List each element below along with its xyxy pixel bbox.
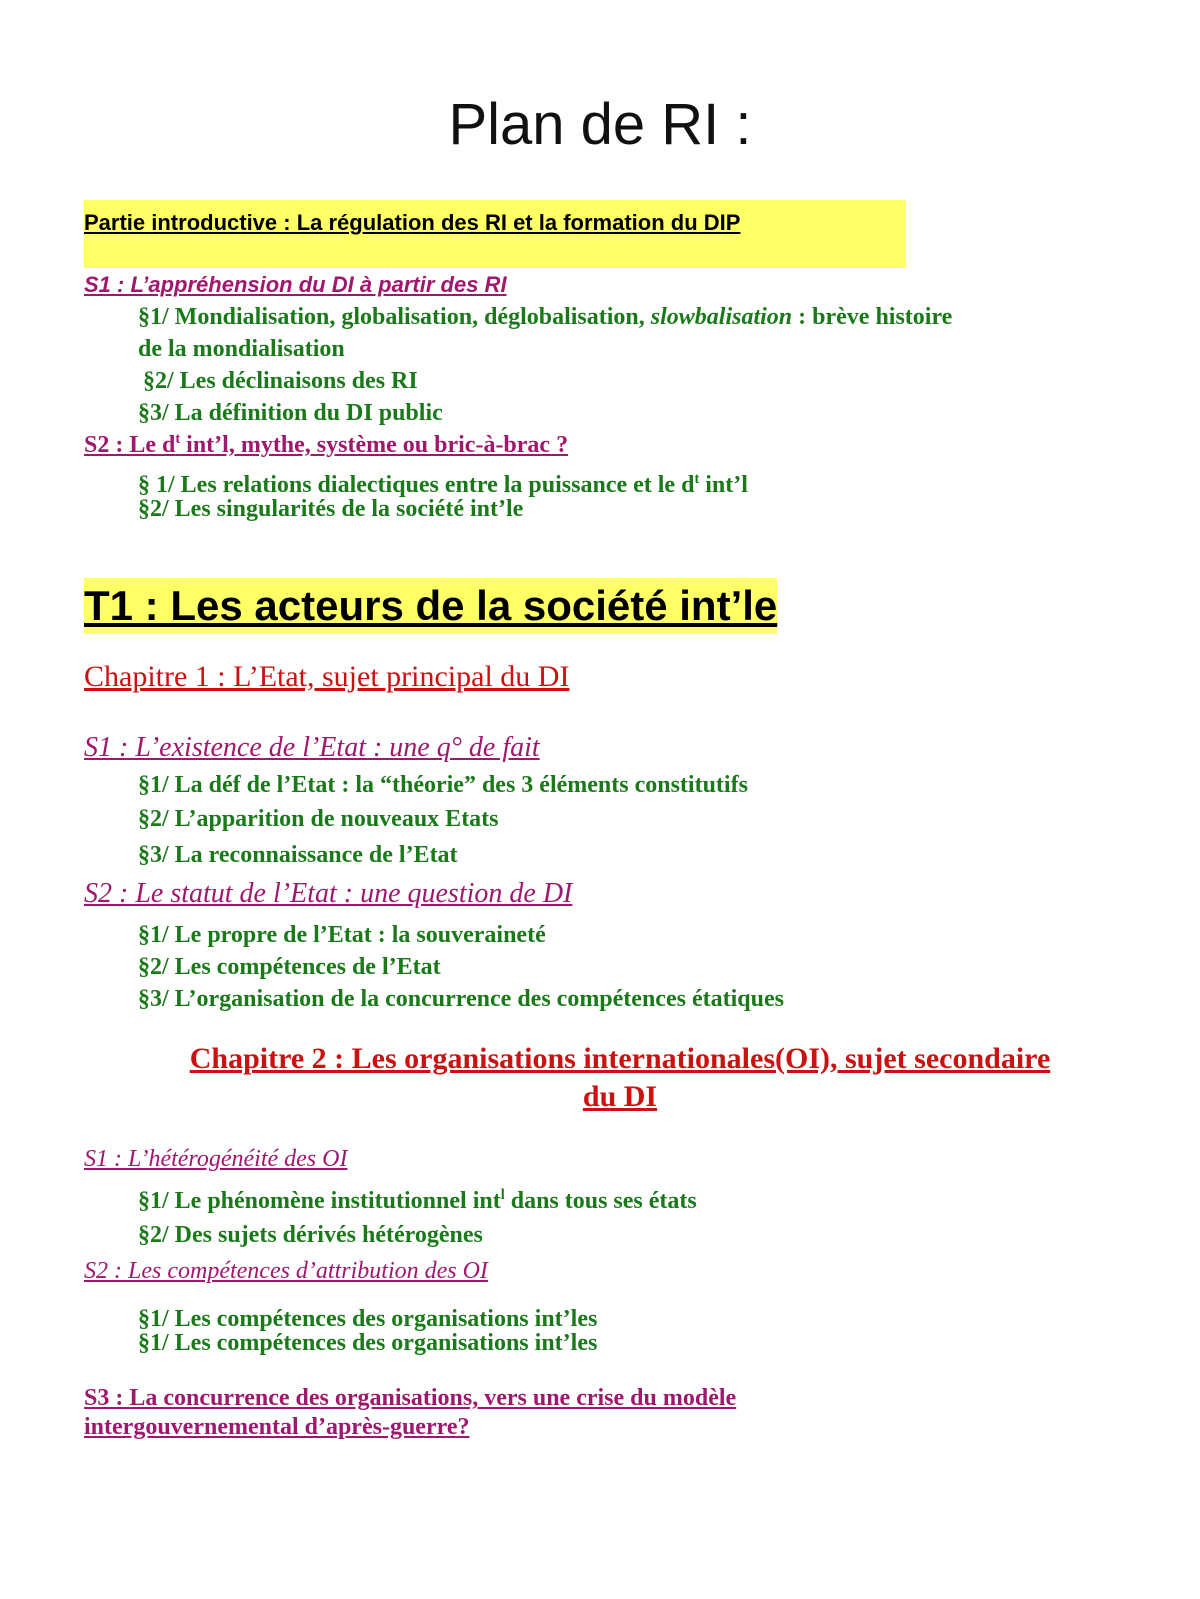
chap1-s1-p2: §2/ L’apparition de nouveaux Etats (138, 806, 499, 832)
chap2-s2-p1: §1/ Les compétences des organisations int’les (138, 1306, 598, 1332)
intro-s2-p2: §2/ Les singularités de la société int’le (138, 496, 524, 522)
chap2-s2-p2: §1/ Les compétences des organisations int’les (138, 1330, 598, 1356)
t1-label: T1 : Les acteurs de la société int’le (84, 582, 778, 629)
intro-s2-p1-sup: t (694, 471, 700, 487)
chap2-s3-label-line2: intergouvernemental d’après-guerre? (84, 1413, 470, 1440)
intro-s2-heading (84, 432, 568, 460)
chapter-1-heading: Chapitre 1 : L’Etat, sujet principal du DI (84, 660, 570, 693)
chap2-s1-p1-text-b: dans tous ses états (504, 1188, 697, 1214)
page-title: Plan de RI : (448, 92, 752, 157)
chap1-s1-p3: §3/ La reconnaissance de l’Etat (138, 842, 458, 868)
intro-s2-label-sup: t (175, 431, 181, 447)
partie-introductive-heading (84, 200, 906, 268)
intro-s1-p3: §3/ La définition du DI public (138, 400, 443, 426)
chap2-s1-p2: §2/ Des sujets dérivés hétérogènes (138, 1222, 483, 1248)
chap2-s1-heading: S1 : L’hétérogénéité des OI (84, 1146, 348, 1172)
intro-s2-label-b: int’l, mythe, système ou bric-à-brac ? (180, 432, 569, 458)
chap1-s2-p2: §2/ Les compétences de l’Etat (138, 954, 441, 980)
intro-s1-p1-text-a: §1/ Mondialisation, globalisation, déglobalisation, (138, 304, 651, 330)
chapter-2-heading (40, 1040, 1200, 1115)
chap2-s1-p1-text-a: §1/ Le phénomène institutionnel int (138, 1188, 501, 1214)
chap1-s1-heading: S1 : L’existence de l’Etat : une q° de fait (84, 732, 540, 763)
chap2-s3-label-line1: S3 : La concurrence des organisations, vers une crise du modèle (84, 1385, 737, 1411)
chap1-s2-p3: §3/ L’organisation de la concurrence des compétences étatiques (138, 986, 784, 1012)
chapter-2-label-line1: Chapitre 2 : Les organisations internationales(OI), sujet secondaire (189, 1042, 1051, 1075)
intro-s1-p1-text-b: : brève histoire (792, 304, 953, 330)
intro-s2-label-a: S2 : Le d (84, 432, 176, 458)
partie-introductive-label: Partie introductive : La régulation des RI et la formation du DIP (84, 210, 741, 235)
intro-s1-p2: §2/ Les déclinaisons des RI (143, 368, 418, 394)
chap2-s1-p1 (138, 1188, 697, 1216)
intro-s2-p1-text-a: § 1/ Les relations dialectiques entre la puissance et le d (138, 472, 695, 498)
intro-s1-heading: S1 : L’appréhension du DI à partir des RI (84, 272, 507, 297)
intro-s1-p1-continuation: de la mondialisation (138, 336, 345, 362)
chapter-2-label-line2: du DI (582, 1079, 658, 1113)
chap2-s2-heading: S2 : Les compétences d’attribution des OI (84, 1258, 488, 1284)
chap1-s2-heading: S2 : Le statut de l’Etat : une question de DI (84, 878, 573, 909)
intro-s1-p1 (138, 304, 952, 332)
chap2-s3-heading (84, 1384, 736, 1442)
chap2-s1-p1-sup: l (500, 1187, 505, 1203)
chap1-s1-p1: §1/ La déf de l’Etat : la “théorie” des 3 éléments constitutifs (138, 772, 748, 798)
intro-s1-p1-italic: slowbalisation (650, 304, 793, 330)
t1-heading (84, 578, 777, 634)
intro-s2-p1-text-b: int’l (699, 472, 748, 498)
chap1-s2-p1: §1/ Le propre de l’Etat : la souveraineté (138, 922, 546, 948)
